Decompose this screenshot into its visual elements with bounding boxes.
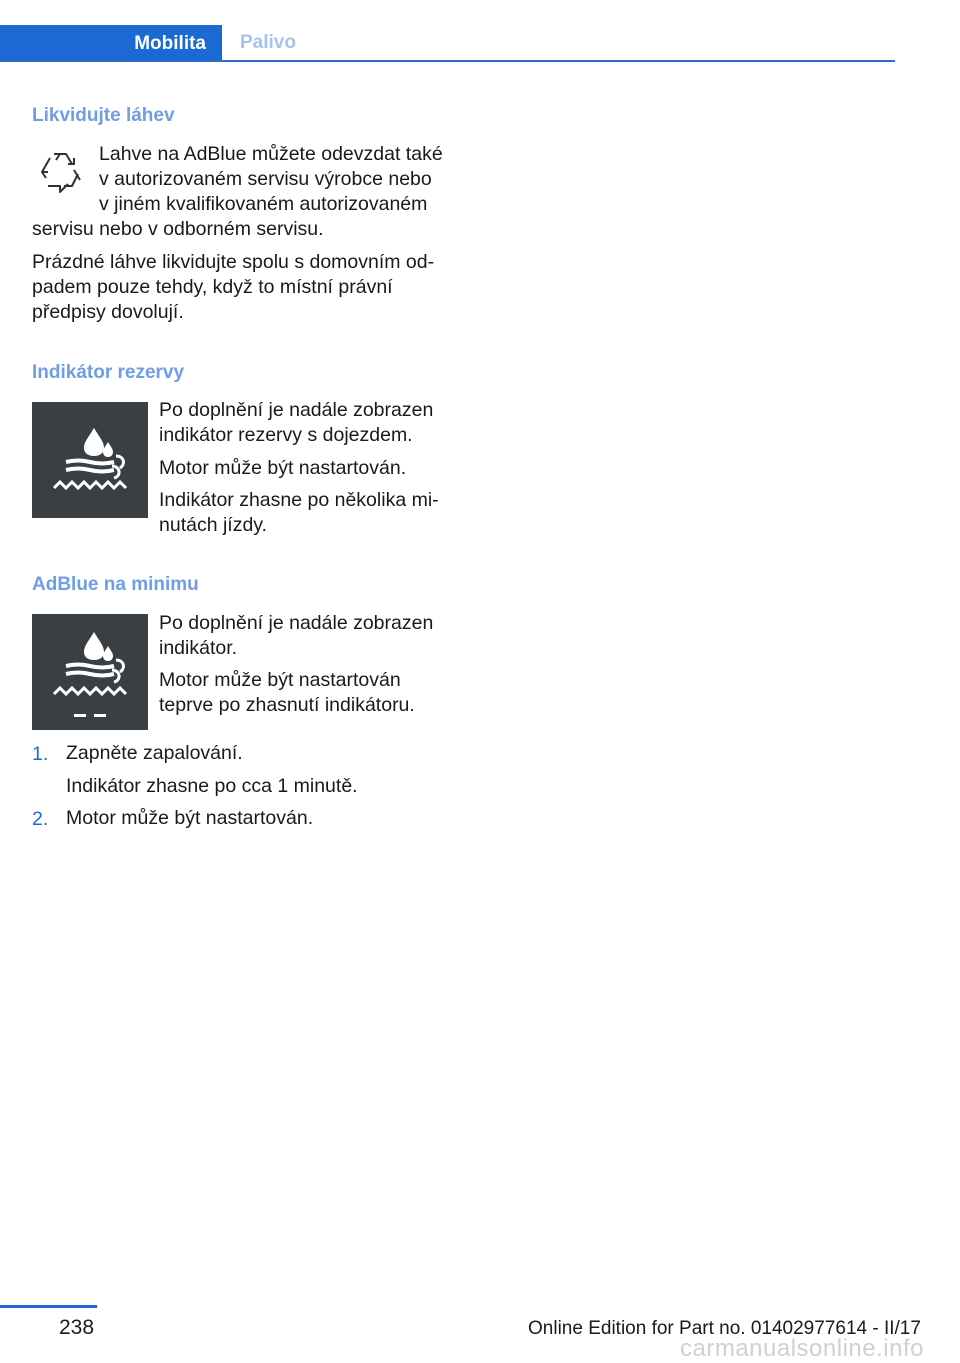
header-bar bbox=[0, 25, 895, 61]
watermark: carmanualsonline.info bbox=[680, 1335, 924, 1362]
heading-likvidujte-lahev: Likvidujte láhev bbox=[32, 105, 175, 126]
paragraph-line: Indikátor zhasne po několika mi‐ bbox=[159, 489, 439, 511]
paragraph-line: Po doplnění je nadále zobrazen bbox=[159, 612, 434, 634]
heading-adblue-na-minimu: AdBlue na minimu bbox=[32, 574, 199, 595]
heading-indikator-rezervy: Indikátor rezervy bbox=[32, 362, 185, 383]
paragraph-line: předpisy dovolují. bbox=[32, 301, 184, 323]
paragraph-line: Motor může být nastartován bbox=[159, 669, 401, 691]
page-number: 238 bbox=[59, 1316, 95, 1339]
paragraph-line: indikátor. bbox=[159, 637, 238, 659]
step-subtext: Indikátor zhasne po cca 1 minutě. bbox=[66, 775, 358, 797]
edition-label: Online Edition for Part no. 01402977614 - II/17 bbox=[528, 1318, 921, 1339]
step-number: 2. bbox=[32, 808, 49, 830]
paragraph-line: padem pouze tehdy, když to místní právní bbox=[32, 276, 393, 298]
step-number: 1. bbox=[32, 743, 49, 765]
paragraph-line: Po doplnění je nadále zobrazen bbox=[159, 399, 434, 421]
tab-mobilita[interactable]: Mobilita bbox=[0, 25, 222, 62]
paragraph-line: indikátor rezervy s dojezdem. bbox=[159, 424, 413, 446]
paragraph-line: v autorizovaném servisu výrobce nebo bbox=[99, 168, 432, 190]
tab-palivo[interactable]: Palivo bbox=[240, 31, 296, 53]
paragraph-line: servisu nebo v odborném servisu. bbox=[32, 218, 324, 240]
adblue-minimum-icon bbox=[32, 614, 148, 730]
footer-divider bbox=[0, 1305, 97, 1308]
paragraph-line: Lahve na AdBlue můžete odevzdat také bbox=[99, 143, 443, 165]
adblue-reserve-icon bbox=[32, 402, 148, 518]
paragraph-line: Motor může být nastartován. bbox=[159, 457, 407, 479]
paragraph-line: nutách jízdy. bbox=[159, 514, 268, 536]
header-divider bbox=[0, 60, 895, 62]
step-text: Zapněte zapalování. bbox=[66, 742, 243, 764]
paragraph-line: v jiném kvalifikovaném autorizovaném bbox=[99, 193, 428, 215]
recycle-icon bbox=[34, 146, 86, 198]
paragraph-line: teprve po zhasnutí indikátoru. bbox=[159, 694, 415, 716]
paragraph-line: Prázdné láhve likvidujte spolu s domovním od‐ bbox=[32, 251, 435, 273]
step-text: Motor může být nastartován. bbox=[66, 807, 314, 829]
